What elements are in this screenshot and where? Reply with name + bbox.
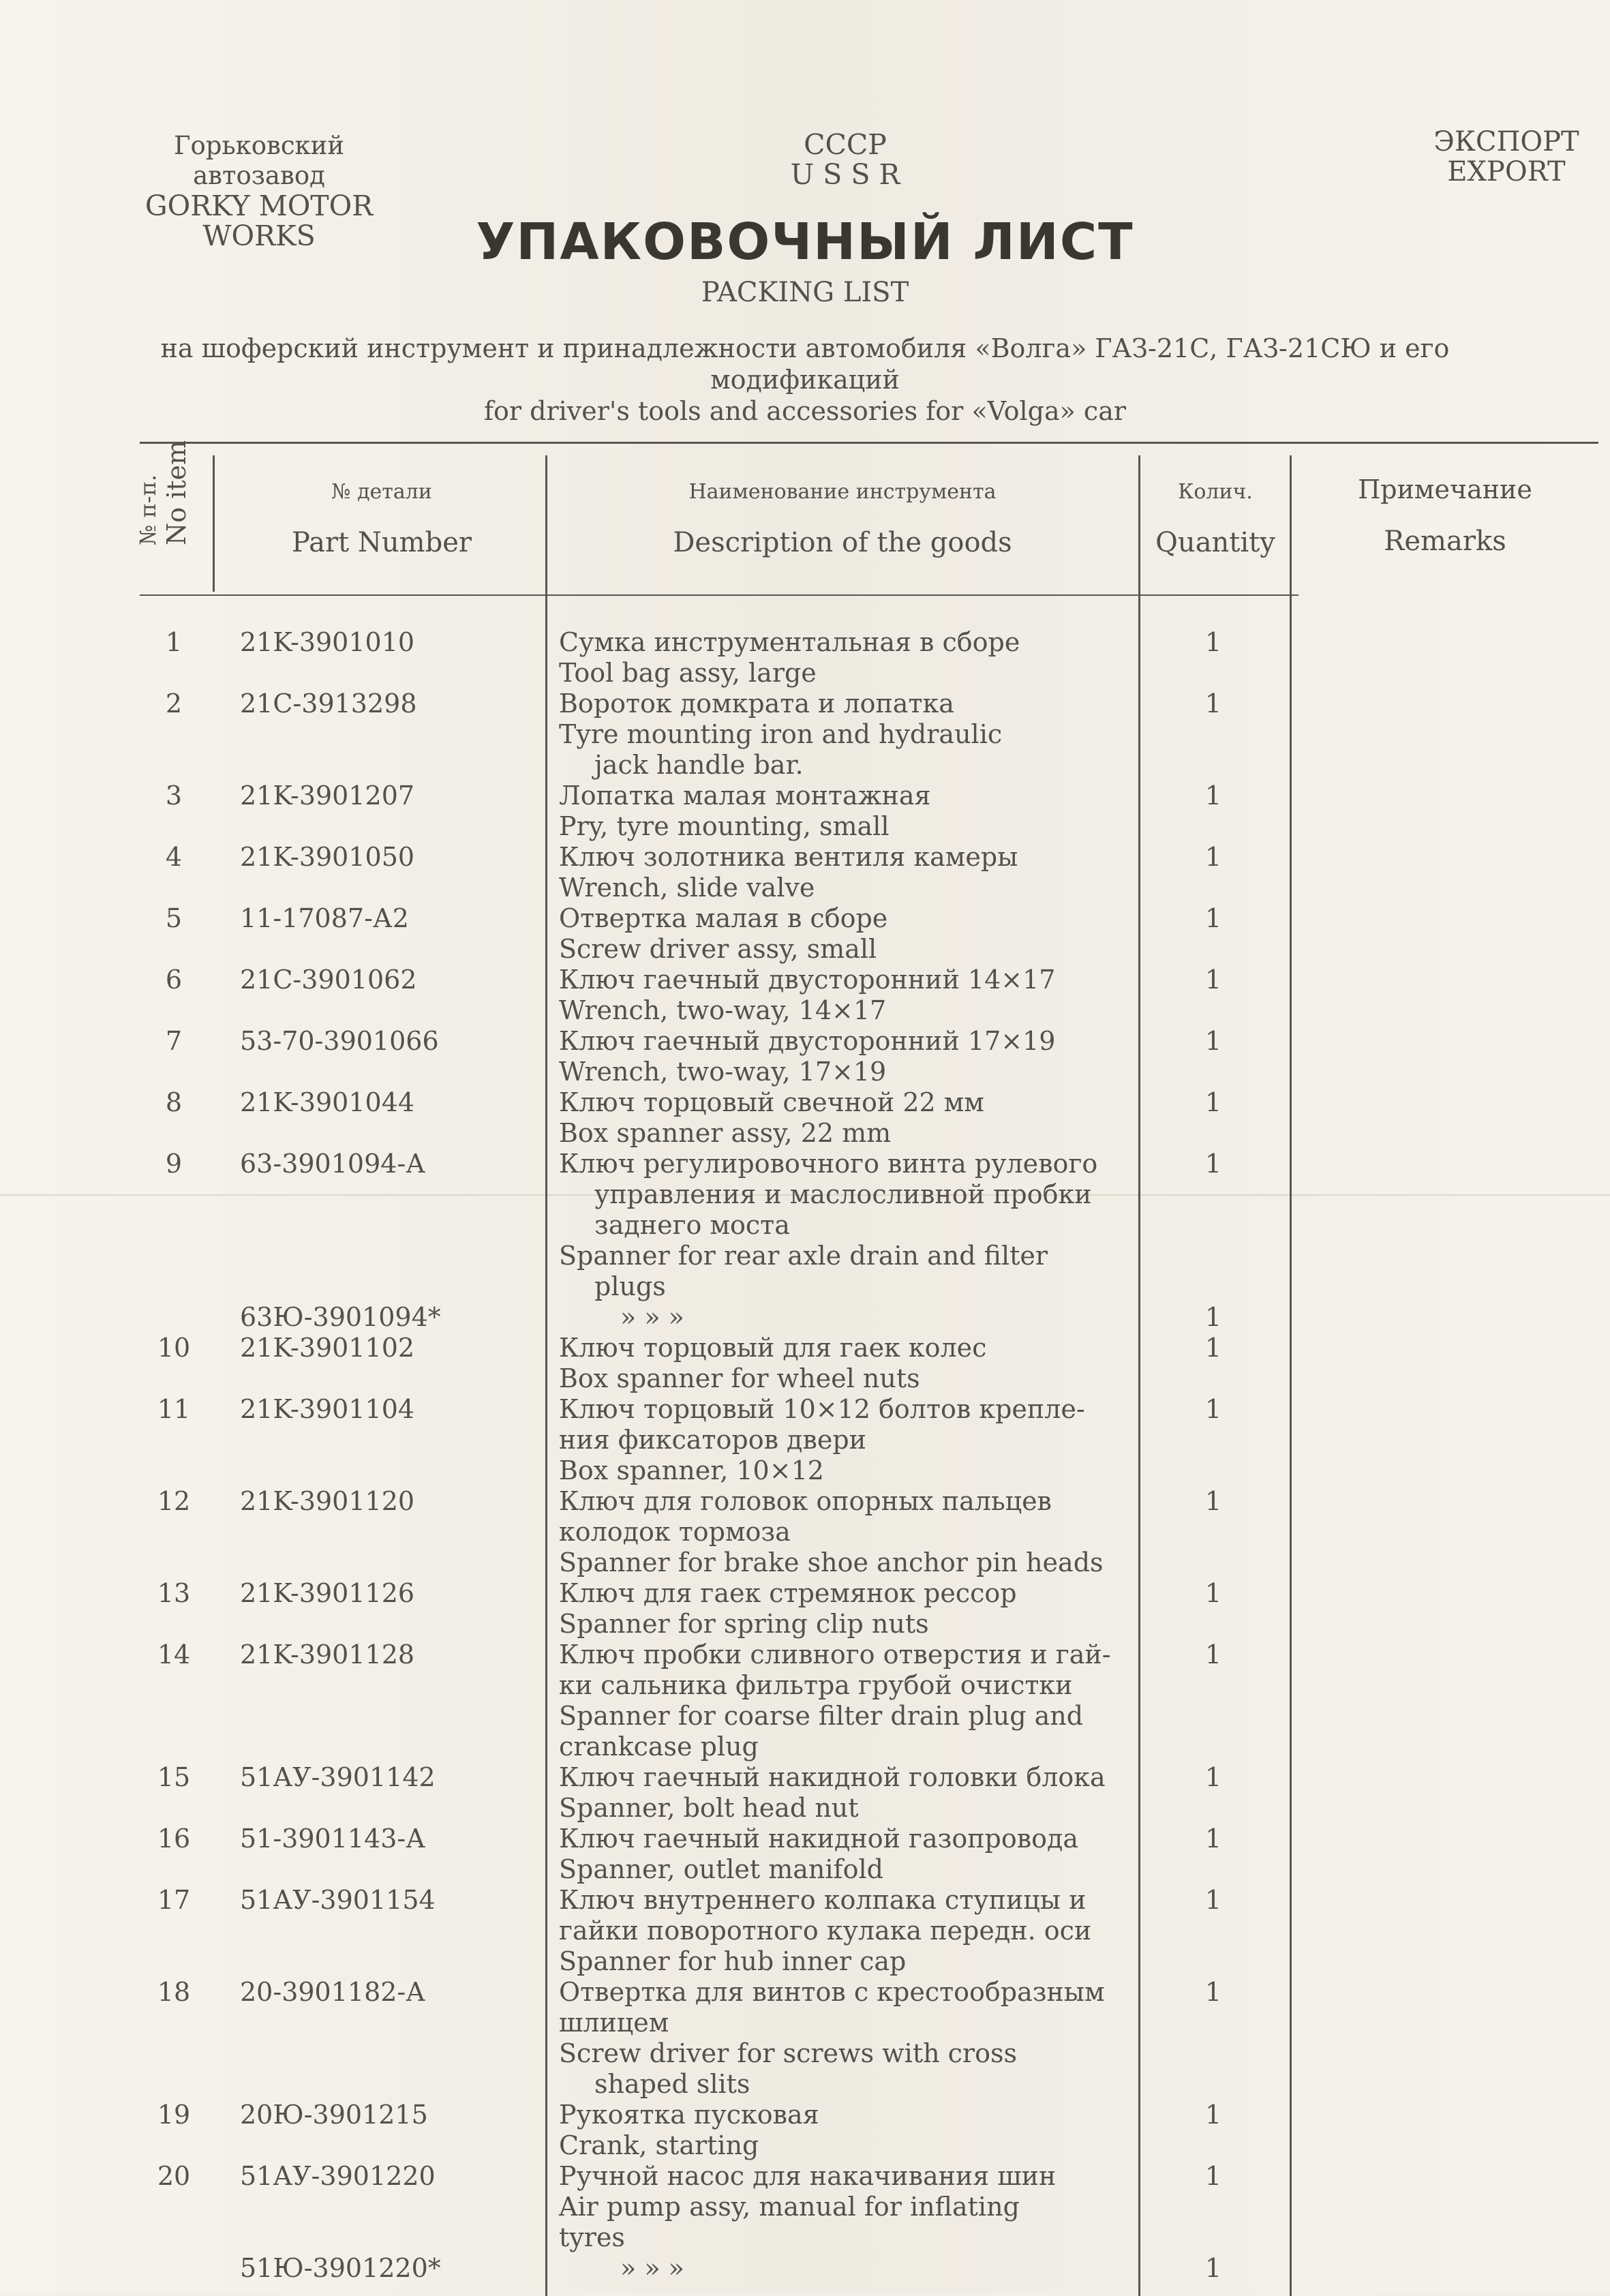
description-line: Box spanner, 10×12: [559, 1455, 824, 1485]
item-number: 1: [165, 627, 183, 657]
item-number: 17: [157, 1885, 191, 1915]
header-part-en: Part Number: [292, 527, 472, 558]
item-description: [559, 1977, 1118, 2100]
item-quantity: 1: [1204, 1977, 1222, 2007]
part-number: 51АУ-3901142: [240, 1762, 436, 1792]
factory-type-ru: автозавод: [193, 161, 325, 190]
item-description: [559, 689, 1118, 781]
description-line: Вороток домкрата и лопатка: [559, 689, 954, 719]
export-en: EXPORT: [1447, 156, 1566, 187]
item-number: 9: [165, 1149, 183, 1179]
part-number: 21K-3901044: [240, 1087, 415, 1117]
item-quantity: 1: [1204, 1885, 1222, 1915]
description-line: Tool bag assy, large: [559, 658, 817, 688]
item-quantity: 1: [1204, 903, 1222, 933]
item-quantity: 1: [1204, 1762, 1222, 1792]
item-description: [559, 1087, 1118, 1149]
description-line: Отвертка для винтов с крестообразным: [559, 1977, 1105, 2007]
description-line: Ключ торцовый для гаек колес: [559, 1333, 987, 1363]
item-description: [559, 2161, 1118, 2253]
part-number: 21K-3901207: [240, 781, 415, 811]
item-number: 14: [157, 1640, 191, 1670]
part-number: 21С-3901062: [240, 965, 417, 995]
part-number: 51АУ-3901220: [240, 2161, 436, 2191]
part-number: 21K-3901050: [240, 842, 415, 872]
header-quantity: [1142, 477, 1288, 558]
intro-line-3: for driver's tools and accessories for «Volga» car: [483, 396, 1127, 426]
item-quantity: 1: [1204, 1302, 1222, 1332]
header-part-number: [218, 477, 545, 558]
item-number: 11: [157, 1394, 191, 1424]
header-remarks: [1295, 474, 1595, 556]
description-line: Wrench, two-way, 14×17: [559, 995, 887, 1025]
col-divider-1: [213, 455, 215, 592]
description-line: Ключ гаечный накидной головки блока: [559, 1762, 1106, 1792]
header-part-ru: № детали: [331, 480, 432, 504]
item-quantity: 1: [1204, 627, 1222, 657]
part-number: 21K-3901104: [240, 1394, 415, 1424]
intro-line-1: на шоферский инструмент и принадлежности автомобиля «Волга» ГАЗ-21С, ГАЗ-21СЮ и его: [160, 333, 1450, 363]
description-line: Spanner for rear axle drain and filter: [559, 1241, 1048, 1271]
item-quantity: 1: [1204, 1026, 1222, 1056]
item-description: [559, 1578, 1118, 1640]
item-quantity: 1: [1204, 781, 1222, 811]
description-line: crankcase plug: [559, 1732, 759, 1762]
part-number: 20Ю-3901215: [240, 2100, 428, 2130]
item-quantity: 1: [1204, 2253, 1222, 2283]
factory-name-en: GORKY MOTOR WORKS: [145, 190, 374, 252]
part-number: 63Ю-3901094*: [240, 1302, 441, 1332]
item-quantity: 1: [1204, 2100, 1222, 2130]
description-line: » » »: [620, 2253, 684, 2283]
item-number: 19: [157, 2100, 191, 2130]
description-line: гайки поворотного кулака передн. оси: [559, 1916, 1092, 1946]
item-description: [559, 1486, 1118, 1578]
description-line: Ключ торцовый 10×12 болтов крепле-: [559, 1394, 1085, 1424]
item-quantity: 1: [1204, 1333, 1222, 1363]
description-line: заднего моста: [594, 1210, 790, 1240]
part-number: 51АУ-3901154: [240, 1885, 436, 1915]
header-no-en: No item: [162, 440, 192, 545]
description-line: Spanner for brake shoe anchor pin heads: [559, 1547, 1104, 1577]
description-line: Screw driver assy, small: [559, 934, 877, 964]
item-description: [559, 781, 1118, 842]
item-description: [559, 1394, 1118, 1486]
item-number: 20: [157, 2161, 191, 2191]
description-line: Wrench, two-way, 17×19: [559, 1057, 887, 1087]
description-line: jack handle bar.: [594, 750, 804, 780]
country-en: U S S R: [790, 158, 900, 191]
item-description: [559, 903, 1118, 965]
header-qty-ru: Колич.: [1178, 480, 1253, 504]
part-number: 53-70-3901066: [240, 1026, 439, 1056]
header-qty-en: Quantity: [1155, 527, 1275, 558]
description-line: Ключ гаечный накидной газопровода: [559, 1824, 1079, 1854]
item-number: 4: [165, 842, 183, 872]
part-number: 21K-3901010: [240, 627, 415, 657]
description-line: Box spanner assy, 22 mm: [559, 1118, 892, 1148]
description-line: Tyre mounting iron and hydraulic: [559, 719, 1003, 749]
item-quantity: 1: [1204, 1824, 1222, 1854]
description-line: Spanner, outlet manifold: [559, 1854, 883, 1884]
export-block: [1418, 127, 1595, 187]
description-line: Spanner for spring clip nuts: [559, 1609, 929, 1639]
description-line: tyres: [559, 2222, 625, 2252]
description-line: Spanner for hub inner cap: [559, 1946, 907, 1976]
item-number: 3: [165, 781, 183, 811]
description-line: Ключ внутреннего колпака ступицы и: [559, 1885, 1087, 1915]
item-description: [559, 1149, 1118, 1302]
description-line: Ключ для головок опорных пальцев: [559, 1486, 1052, 1516]
part-number: 21С-3913298: [240, 689, 417, 719]
part-number: 21K-3901102: [240, 1333, 415, 1363]
description-line: Отвертка малая в сборе: [559, 903, 888, 933]
item-description: [559, 627, 1118, 689]
description-line: shaped slits: [594, 2069, 750, 2099]
export-ru: ЭКСПОРТ: [1433, 126, 1579, 157]
col-divider-2: [545, 455, 547, 2296]
country-ru: СССР: [804, 128, 887, 161]
col-divider-4: [1290, 455, 1292, 2296]
item-description: [559, 2253, 1118, 2284]
part-number: 63-3901094-А: [240, 1149, 426, 1179]
item-description: [559, 1026, 1118, 1087]
item-number: 12: [157, 1486, 191, 1516]
item-quantity: 1: [1204, 1149, 1222, 1179]
description-line: Ключ гаечный двусторонний 14×17: [559, 965, 1056, 995]
item-quantity: 1: [1204, 842, 1222, 872]
header-no-item: [134, 395, 191, 545]
item-quantity: 1: [1204, 1087, 1222, 1117]
item-number: 5: [165, 903, 183, 933]
part-number: 51-3901143-А: [240, 1824, 426, 1854]
description-line: управления и маслосливной пробки: [594, 1179, 1092, 1209]
description-line: Ключ для гаек стремянок рессор: [559, 1578, 1017, 1608]
item-number: 2: [165, 689, 183, 719]
part-number: 21K-3901120: [240, 1486, 415, 1516]
intro-line-2: модификаций: [710, 365, 900, 395]
item-description: [559, 1885, 1118, 1977]
item-number: 16: [157, 1824, 191, 1854]
item-number: 7: [165, 1026, 183, 1056]
description-line: Air pump assy, manual for inflating: [559, 2192, 1020, 2222]
col-divider-3: [1138, 455, 1140, 2296]
header-remarks-en: Remarks: [1384, 526, 1506, 557]
item-description: [559, 842, 1118, 903]
description-line: ки сальника фильтра грубой очистки: [559, 1670, 1073, 1700]
description-line: Ключ регулировочного винта рулевого: [559, 1149, 1098, 1179]
table-header-rule: [140, 594, 1298, 596]
description-line: Ручной насос для накачивания шин: [559, 2161, 1057, 2191]
description-line: Рукоятка пусковая: [559, 2100, 819, 2130]
item-quantity: 1: [1204, 1640, 1222, 1670]
document-title: УПАКОВОЧНЫЙ ЛИСТ: [476, 213, 1134, 271]
description-line: колодок тормоза: [559, 1517, 791, 1547]
header-no-ru: № п-п.: [135, 474, 161, 545]
item-description: [559, 1302, 1118, 1333]
item-description: [559, 1762, 1118, 1824]
description-line: Лопатка малая монтажная: [559, 781, 931, 811]
item-description: [559, 1333, 1118, 1394]
header-remarks-ru: Примечание: [1358, 474, 1532, 504]
item-number: 15: [157, 1762, 191, 1792]
item-quantity: 1: [1204, 1394, 1222, 1424]
description-line: » » »: [620, 1302, 684, 1332]
item-quantity: 1: [1204, 1578, 1222, 1608]
description-line: Ключ золотника вентиля камеры: [559, 842, 1018, 872]
item-quantity: 1: [1204, 1486, 1222, 1516]
description-line: plugs: [594, 1271, 666, 1301]
item-description: [559, 1824, 1118, 1885]
country-block: [736, 130, 954, 190]
table-top-rule: [140, 442, 1598, 444]
description-line: шлицем: [559, 2008, 669, 2038]
item-quantity: 1: [1204, 689, 1222, 719]
item-number: 10: [157, 1333, 191, 1363]
description-line: Ключ пробки сливного отверстия и гай-: [559, 1640, 1111, 1670]
document-subtitle: PACKING LIST: [701, 277, 909, 308]
description-line: Screw driver for screws with cross: [559, 2038, 1017, 2068]
description-line: Spanner, bolt head nut: [559, 1793, 859, 1823]
item-number: 6: [165, 965, 183, 995]
part-number: 51Ю-3901220*: [240, 2253, 441, 2283]
header-desc-en: Description of the goods: [673, 527, 1012, 558]
description-line: Crank, starting: [559, 2130, 759, 2160]
description-line: Spanner for coarse filter drain plug and: [559, 1701, 1084, 1731]
item-number: 8: [165, 1087, 183, 1117]
part-number: 21K-3901128: [240, 1640, 415, 1670]
description-line: Pry, tyre mounting, small: [559, 811, 890, 841]
description-line: Сумка инструментальная в сборе: [559, 627, 1020, 657]
description-line: Ключ торцовый свечной 22 мм: [559, 1087, 984, 1117]
item-quantity: 1: [1204, 2161, 1222, 2191]
item-description: [559, 1640, 1118, 1762]
header-desc-ru: Наименование инструмента: [688, 480, 997, 504]
item-description: [559, 965, 1118, 1026]
factory-name-ru: Горьковский: [173, 131, 344, 160]
header-description: [549, 477, 1136, 558]
description-line: Wrench, slide valve: [559, 873, 815, 903]
item-quantity: 1: [1204, 965, 1222, 995]
part-number: 21K-3901126: [240, 1578, 415, 1608]
item-number: 18: [157, 1977, 191, 2007]
item-description: [559, 2100, 1118, 2161]
description-line: Ключ гаечный двусторонний 17×19: [559, 1026, 1056, 1056]
item-number: 13: [157, 1578, 191, 1608]
part-number: 20-3901182-А: [240, 1977, 426, 2007]
description-line: ния фиксаторов двери: [559, 1425, 866, 1455]
description-line: Box spanner for wheel nuts: [559, 1363, 920, 1393]
part-number: 11-17087-А2: [240, 903, 409, 933]
